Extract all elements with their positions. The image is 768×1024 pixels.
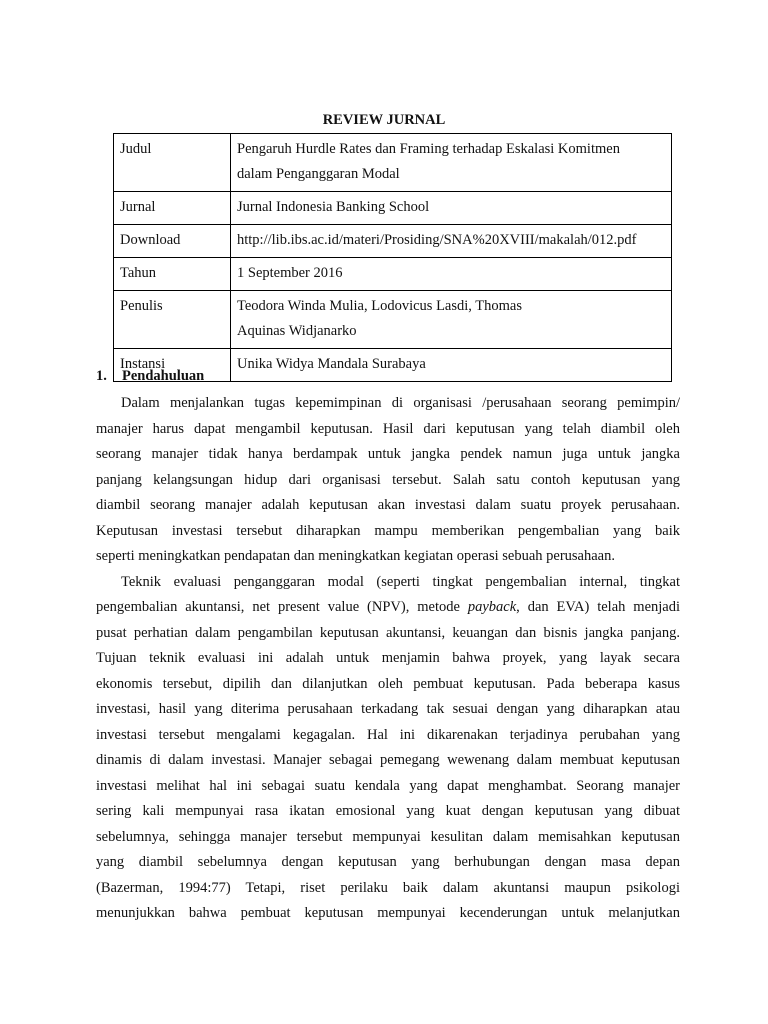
body-text [96, 391, 680, 927]
document-title: REVIEW JURNAL [322, 112, 446, 128]
paragraph-line: sering kali mempunyai rasa ikatan emosional yang kuat dengan keputusan yang dibuat [96, 803, 680, 819]
section-title: Pendahuluan [122, 368, 205, 384]
table-value-instansi [231, 349, 672, 382]
table-value-line: Teodora Winda Mulia, Lodovicus Lasdi, Thomas [237, 298, 522, 314]
paragraph-line: seperti meningkatkan pendapatan dan meningkatkan kegiatan operasi sebuah perusahaan. [96, 548, 615, 564]
table-value-line: dalam Penganggaran Modal [237, 166, 400, 182]
table-value-tahun [231, 258, 672, 291]
paragraph-line: yang diambil sebelumnya dengan keputusan yang berhubungan dengan masa depan [96, 854, 680, 870]
table-row [114, 134, 672, 192]
paragraph-line: (Bazerman, 1994:77) Tetapi, riset perilaku baik dalam akuntansi maupun psikologi [96, 879, 680, 896]
table-value-line: 1 September 2016 [237, 265, 343, 281]
paragraph-line: Dalam menjalankan tugas kepemimpinan di organisasi /perusahaan seorang pemimpin/ [121, 395, 680, 411]
table-label-judul: Judul [114, 134, 231, 192]
table-value-judul [231, 134, 672, 192]
table-value-jurnal [231, 192, 672, 225]
table-value-line: http://lib.ibs.ac.id/materi/Prosiding/SNA%20XVIII/makalah/012.pdf [237, 232, 637, 248]
table-row [114, 225, 672, 258]
paragraph-line: seorang manajer tidak hanya berdampak untuk jangka pendek namun juga untuk jangka [96, 446, 680, 462]
paragraph-line: investasi melihat hal ini sebagai suatu kendala yang dapat menghambat. Seorang manajer [96, 777, 680, 794]
paragraph-line: Teknik evaluasi penganggaran modal (seperti tingkat pengembalian internal, tingkat [121, 573, 680, 590]
paragraph-line: dinamis di dalam investasi. Manajer sebagai pemegang wewenang dalam membuat keputusan [96, 752, 680, 768]
paragraph-line: pengembalian akuntansi, net present value (NPV), metode payback, dan EVA) telah menjadi [96, 599, 680, 615]
paragraph-line: investasi tersebut mengalami kegagalan. Hal ini dikarenakan terjadinya perubahan yang [96, 726, 680, 743]
table-value-line: Pengaruh Hurdle Rates dan Framing terhadap Eskalasi Komitmen [237, 141, 620, 157]
paragraph-line: ekonomis tersebut, dipilih dan dilanjutkan oleh pembuat keputusan. Pada beberapa kasus [96, 675, 680, 692]
table-label-download: Download [114, 225, 231, 258]
journal-info-table [113, 133, 672, 382]
section-heading [96, 368, 204, 385]
table-value-download [231, 225, 672, 258]
table-row [114, 192, 672, 225]
table-label-tahun: Tahun [114, 258, 231, 291]
section-number: 1. [96, 368, 107, 384]
table-value-line: Aquinas Widjanarko [237, 323, 357, 339]
table-row [114, 258, 672, 291]
table-value-line: Unika Widya Mandala Surabaya [237, 356, 426, 372]
paragraph-line: sebelumnya, sehingga manajer tersebut mempunyai kesulitan dalam memisahkan keputusan [96, 828, 680, 845]
paragraph-line: diambil seorang manajer adalah keputusan akan investasi dalam suatu proyek perusahaan. [96, 497, 680, 513]
paragraph-line: manajer harus dapat mengambil keputusan. Hasil dari keputusan yang telah diambil oleh [96, 420, 680, 437]
paragraph-line: Keputusan investasi tersebut diharapkan mampu memberikan pengembalian yang baik [96, 522, 680, 539]
table-value-line: Jurnal Indonesia Banking School [237, 199, 430, 215]
table-label-instansi: Instansi [114, 349, 231, 382]
table-row [114, 291, 672, 349]
paragraph-line: pusat perhatian dalam pengambilan keputusan akuntansi, keuangan dan bisnis jangka panjang. [96, 624, 680, 641]
paragraph-line: Tujuan teknik evaluasi ini adalah untuk menjamin bahwa proyek, yang layak secara [96, 650, 680, 666]
paragraph-line: panjang kelangsungan hidup dari organisasi tersebut. Salah satu contoh keputusan yang [96, 471, 680, 488]
paragraph-line: menunjukkan bahwa pembuat keputusan mempunyai kecenderungan untuk melanjutkan [96, 905, 680, 921]
table-label-jurnal: Jurnal [114, 192, 231, 225]
table-value-penulis [231, 291, 672, 349]
paragraph-line: investasi, hasil yang diterima perusahaan terkadang tak sesuai dengan yang diharapkan atau [96, 701, 680, 717]
table-label-penulis: Penulis [114, 291, 231, 349]
